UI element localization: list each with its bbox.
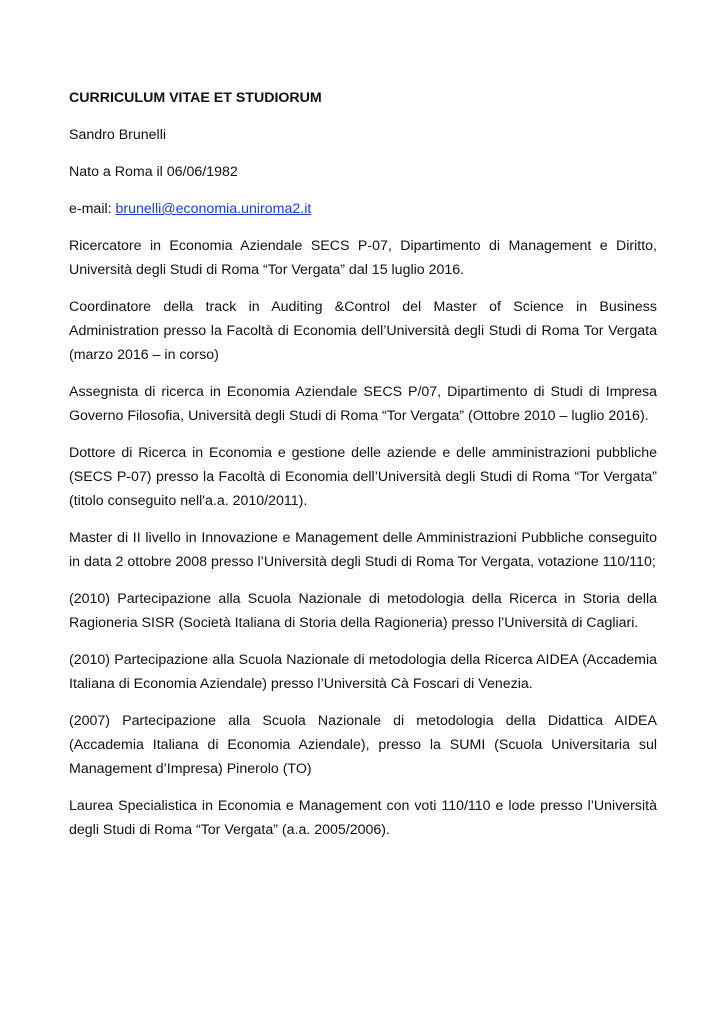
email-label: e-mail: [69, 201, 116, 217]
cv-paragraph-degree: Laurea Specialistica in Economia e Management con voti 110/110 e lode presso l’Università degli Studi di Roma “Tor Vergata” (a.a. 2005/2006). [69, 798, 657, 838]
cv-paragraph-master: Master di II livello in Innovazione e Management delle Amministrazioni Pubbliche conseguito in data 2 ottobre 2008 presso l’Università degli Studi di Roma Tor Vergata, votazione 110/110; [69, 530, 657, 570]
email-row [69, 197, 657, 221]
person-name: Sandro Brunelli [69, 127, 167, 143]
cv-document [69, 86, 657, 855]
cv-paragraph-school-aidea-didactics: (2007) Partecipazione alla Scuola Nazionale di metodologia della Didattica AIDEA (Accademia Italiana di Economia Aziendale), presso la SUMI (Scuola Universitaria sul Management d’Impresa) Pinerolo (TO) [69, 713, 657, 777]
cv-paragraph-researcher: Ricercatore in Economia Aziendale SECS P-07, Dipartimento di Management e Diritto, Università degli Studi di Roma “Tor Vergata” dal 15 luglio 2016. [69, 238, 657, 278]
cv-paragraph-research-fellow: Assegnista di ricerca in Economia Aziendale SECS P/07, Dipartimento di Studi di Impresa Governo Filosofia, Università degli Studi di Roma “Tor Vergata” (Ottobre 2010 – luglio 2016). [69, 384, 657, 424]
email-link[interactable]: brunelli@economia.uniroma2.it [115, 201, 312, 217]
birth-info: Nato a Roma il 06/06/1982 [69, 164, 238, 180]
document-title: CURRICULUM VITAE ET STUDIORUM [69, 90, 322, 106]
cv-paragraph-phd: Dottore di Ricerca in Economia e gestione delle aziende e delle amministrazioni pubbliche (SECS P-07) presso la Facoltà di Economia dell’Università degli Studi di Roma “Tor Vergata” (titolo conseguito nell'a.a. 2010/2011). [69, 445, 657, 509]
cv-paragraph-school-aidea-research: (2010) Partecipazione alla Scuola Nazionale di metodologia della Ricerca AIDEA (Accademia Italiana di Economia Aziendale) presso l’Università Cà Foscari di Venezia. [69, 652, 657, 692]
cv-paragraph-school-sisr: (2010) Partecipazione alla Scuola Nazionale di metodologia della Ricerca in Storia della Ragioneria SISR (Società Italiana di Storia della Ragioneria) presso l’Università di Cagliari. [69, 591, 657, 631]
cv-paragraph-coordinator: Coordinatore della track in Auditing &Control del Master of Science in Business Administration presso la Facoltà di Economia dell’Università degli Studi di Roma Tor Vergata (marzo 2016 – in corso) [69, 299, 657, 363]
